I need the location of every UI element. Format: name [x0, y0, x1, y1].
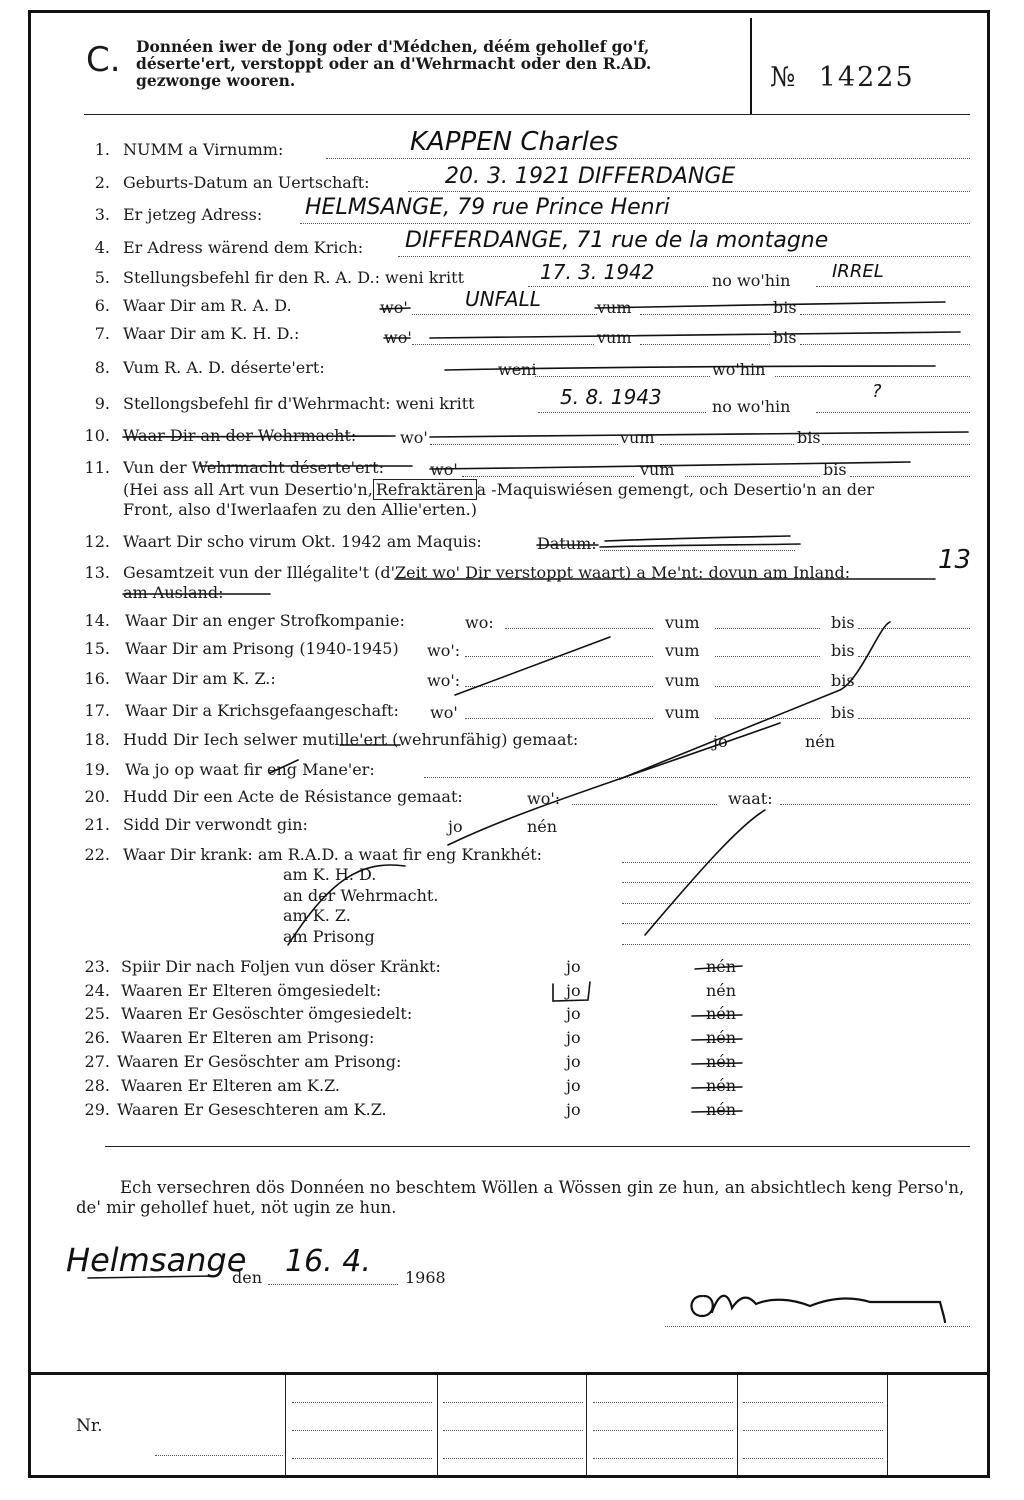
item-number: 6.: [94, 296, 110, 315]
item-word: wo': [430, 460, 458, 479]
date-year: 1968: [405, 1268, 446, 1287]
item-label: Wa jo op waat fir eng Mane'er:: [125, 760, 375, 779]
item-word: bis: [831, 671, 855, 690]
answer-jo: jo: [566, 1100, 581, 1119]
item-word: wo':: [427, 671, 461, 690]
footer-nr-label: Nr.: [76, 1416, 103, 1436]
item-number: 5.: [94, 268, 110, 287]
handwritten-months: 13: [938, 545, 972, 575]
handwritten-place: Helmsange: [66, 1241, 247, 1279]
item-label: Waar Dir am Prisong (1940-1945): [125, 639, 399, 658]
item-number: 21.: [84, 815, 110, 834]
strike-line: [692, 1087, 742, 1088]
item-word: Datum:: [537, 534, 597, 553]
item-number: 14.: [84, 611, 110, 630]
item-label: Waaren Er Geseschteren am K.Z.: [117, 1100, 387, 1119]
strike-line: [595, 302, 945, 308]
strike-line: [605, 536, 790, 541]
item-word: wo':: [427, 641, 461, 660]
item-sub-label: am K. Z.: [283, 906, 351, 925]
item-word: bis: [831, 703, 855, 722]
item-sub-label: am K. H. D.: [283, 865, 377, 884]
item-label: Waaren Er Gesöschter ömgesiedelt:: [121, 1004, 413, 1023]
answer-nen: nén: [706, 1100, 737, 1119]
handwritten-wehrmacht-place: ?: [872, 381, 882, 402]
underline-mark: [88, 1276, 214, 1278]
item-number: 8.: [94, 358, 110, 377]
item-word: wo': [380, 298, 408, 317]
item-label: Stellungsbefehl fir den R. A. D.: weni kritt: [123, 268, 465, 287]
item-label: Waart Dir scho virum Okt. 1942 am Maquis:: [123, 532, 482, 551]
item-word: vum: [665, 641, 700, 660]
strike-line: [692, 1111, 742, 1112]
diagonal-slash: [620, 622, 890, 779]
handwritten-wehrmacht-date: 5. 8. 1943: [560, 385, 662, 409]
item-number: 2.: [94, 173, 110, 192]
item-word: jo: [448, 817, 463, 836]
item-label: Waar Dir a Krichsgefaangeschaft:: [125, 701, 399, 720]
item-word: jo: [713, 732, 728, 751]
form-number: № 14225: [770, 62, 915, 93]
item-number: 4.: [94, 238, 110, 257]
item-label: no wo'hin: [712, 271, 791, 290]
item-number: 22.: [84, 845, 110, 864]
strike-line: [445, 366, 935, 370]
item-number: 3.: [94, 205, 110, 224]
diagonal-slash: [455, 637, 610, 695]
item-number: 7.: [94, 324, 110, 343]
answer-nen: nén: [706, 1052, 737, 1071]
item-label: Waaren Er Gesöschter am Prisong:: [117, 1052, 402, 1071]
item-label: Waar Dir an der Wehrmacht:: [123, 426, 357, 445]
answer-jo: jo: [566, 1028, 581, 1047]
handwritten-name: KAPPEN Charles: [410, 127, 619, 157]
strike-line: [270, 760, 298, 773]
strike-line: [430, 432, 968, 437]
item-word: bis: [773, 298, 797, 317]
handwritten-rad-place: IRREL: [832, 261, 884, 282]
item-word: weni: [498, 360, 537, 379]
item-word: nén: [527, 817, 558, 836]
item-label: Spiir Dir nach Foljen vun döser Kränkt:: [121, 957, 441, 976]
item-label: Stellongsbefehl fir d'Wehrmacht: weni kritt: [123, 394, 475, 413]
item-number: 13.: [84, 563, 110, 582]
item-word: waat:: [728, 789, 773, 808]
item-word: wo': [400, 428, 428, 447]
item-word: wo': [384, 328, 412, 347]
item-label: Er Adress wärend dem Krich:: [123, 238, 364, 257]
item-number: 9.: [94, 394, 110, 413]
handwritten-unfall: UNFALL: [465, 287, 541, 311]
item-note-2: Front, also d'Iwerlaafen zu den Allie'erten.): [123, 500, 477, 519]
handwritten-date: 16. 4.: [285, 1244, 371, 1279]
section-letter: C.: [86, 40, 121, 80]
item-word: vum: [620, 428, 655, 447]
handwritten-rad-date: 17. 3. 1942: [540, 260, 655, 284]
item-number: 28.: [84, 1076, 110, 1095]
item-label: Hudd Dir Iech selwer mutille'ert (wehrunfähig) gemaat:: [123, 730, 579, 749]
diagonal-slash: [645, 810, 765, 935]
item-label: Waar Dir am K. H. D.:: [123, 324, 300, 343]
item-number: 19.: [84, 760, 110, 779]
item-label: Waar Dir an enger Strofkompanie:: [125, 611, 405, 630]
item-label: Hudd Dir een Acte de Résistance gemaat:: [123, 787, 463, 806]
item-label: Er jetzeg Adress:: [123, 205, 263, 224]
item-label: no wo'hin: [712, 397, 791, 416]
strike-line: [430, 462, 910, 469]
strike-line: [430, 332, 960, 338]
item-label: Geburts-Datum an Uertschaft:: [123, 173, 370, 192]
declaration-text: Ech versechren dös Donnéen no beschtem Wöllen a Wössen gin ze hun, an absichtlech keng Perso'n, de' mir gehollef huet, nöt ugin ze hun.: [76, 1178, 965, 1217]
item-word: vum: [665, 671, 700, 690]
item-number: 15.: [84, 639, 110, 658]
answer-jo-selected: jo: [566, 981, 581, 1000]
item-note: (Hei ass all Art vun Desertio'n, Refraktären a -Maquiswiésen gemengt, och Desertio'n an der: [123, 480, 875, 499]
item-number: 16.: [84, 669, 110, 688]
strike-line: [123, 436, 395, 437]
item-word: bis: [831, 641, 855, 660]
item-word: bis: [831, 613, 855, 632]
item-number: 1.: [94, 140, 110, 159]
jo-checkbox-mark: [553, 982, 590, 1001]
item-number: 18.: [84, 730, 110, 749]
strike-line: [600, 544, 800, 547]
answer-nen: nén: [706, 981, 737, 1000]
answer-jo: jo: [566, 1004, 581, 1023]
item-label: Gesamtzeit vun der Illégalite't (d'Zeit wo' Dir verstoppt waart) a Me'nt: dovun am Inland:: [123, 563, 851, 582]
item-number: 24.: [84, 981, 110, 1000]
answer-jo: jo: [566, 957, 581, 976]
item-label: Waar Dir am K. Z.:: [125, 669, 276, 688]
item-number: 27.: [84, 1052, 110, 1071]
answer-nen: nén: [706, 1004, 737, 1023]
item-number: 25.: [84, 1004, 110, 1023]
item-number: 29.: [84, 1100, 110, 1119]
item-number: 17.: [84, 701, 110, 720]
item-label: Vun der Wehrmacht déserte'ert:: [123, 458, 384, 477]
signature-stroke: [712, 1296, 945, 1322]
item-number: 26.: [84, 1028, 110, 1047]
diagonal-slash: [448, 723, 780, 845]
item-label-2: am Ausland:: [123, 583, 224, 602]
item-label: Waar Dir am R. A. D.: [123, 296, 292, 315]
diagonal-slash: [288, 865, 405, 945]
answer-jo: jo: [566, 1052, 581, 1071]
item-word: vum: [597, 328, 632, 347]
date-label: den: [232, 1268, 263, 1287]
item-number: 12.: [84, 532, 110, 551]
item-number: 10.: [84, 426, 110, 445]
answer-nen: nén: [706, 957, 737, 976]
item-word: vum: [640, 460, 675, 479]
item-number: 23.: [84, 957, 110, 976]
answer-jo: jo: [566, 1076, 581, 1095]
handwritten-birth: 20. 3. 1921 DIFFERDANGE: [445, 164, 736, 189]
signature-stroke: [692, 1296, 713, 1316]
item-label: NUMM a Virnumm:: [123, 140, 284, 159]
item-word: bis: [823, 460, 847, 479]
strike-line: [692, 1039, 742, 1040]
item-label: Sidd Dir verwondt gin:: [123, 815, 308, 834]
section-title: Donnéen iwer de Jong oder d'Médchen, déém gehollef go'f, déserte'ert, verstoppt oder an d'Wehrmacht oder den R.AD. gezwonge wooren.: [136, 37, 652, 90]
answer-nen: nén: [706, 1076, 737, 1095]
item-label: Waaren Er Elteren am Prisong:: [121, 1028, 375, 1047]
item-word: vum: [597, 298, 632, 317]
item-word: wo':: [527, 789, 561, 808]
item-label: Vum R. A. D. déserte'ert:: [123, 358, 325, 377]
item-label: Waaren Er Elteren ömgesiedelt:: [121, 981, 382, 1000]
strike-line: [380, 308, 410, 309]
item-label: Waar Dir krank: am R.A.D. a waat fir eng Krankhét:: [123, 845, 543, 864]
item-word: bis: [797, 428, 821, 447]
item-label: Waaren Er Elteren am K.Z.: [121, 1076, 341, 1095]
item-number: 20.: [84, 787, 110, 806]
item-word: wo'hin: [712, 360, 766, 379]
item-word: vum: [665, 703, 700, 722]
strike-line: [692, 1015, 742, 1016]
handwritten-address: HELMSANGE, 79 rue Prince Henri: [305, 195, 670, 220]
strike-line: [692, 1063, 742, 1064]
item-word: wo': [430, 703, 458, 722]
item-word: nén: [805, 732, 836, 751]
handwritten-war-address: DIFFERDANGE, 71 rue de la montagne: [405, 228, 829, 253]
item-word: wo:: [465, 613, 494, 632]
item-sub-label: am Prisong: [283, 927, 375, 946]
item-word: vum: [665, 613, 700, 632]
strike-line: [695, 966, 742, 969]
item-sub-label: an der Wehrmacht.: [283, 886, 439, 905]
answer-nen: nén: [706, 1028, 737, 1047]
item-word: bis: [773, 328, 797, 347]
item-number: 11.: [84, 458, 110, 477]
